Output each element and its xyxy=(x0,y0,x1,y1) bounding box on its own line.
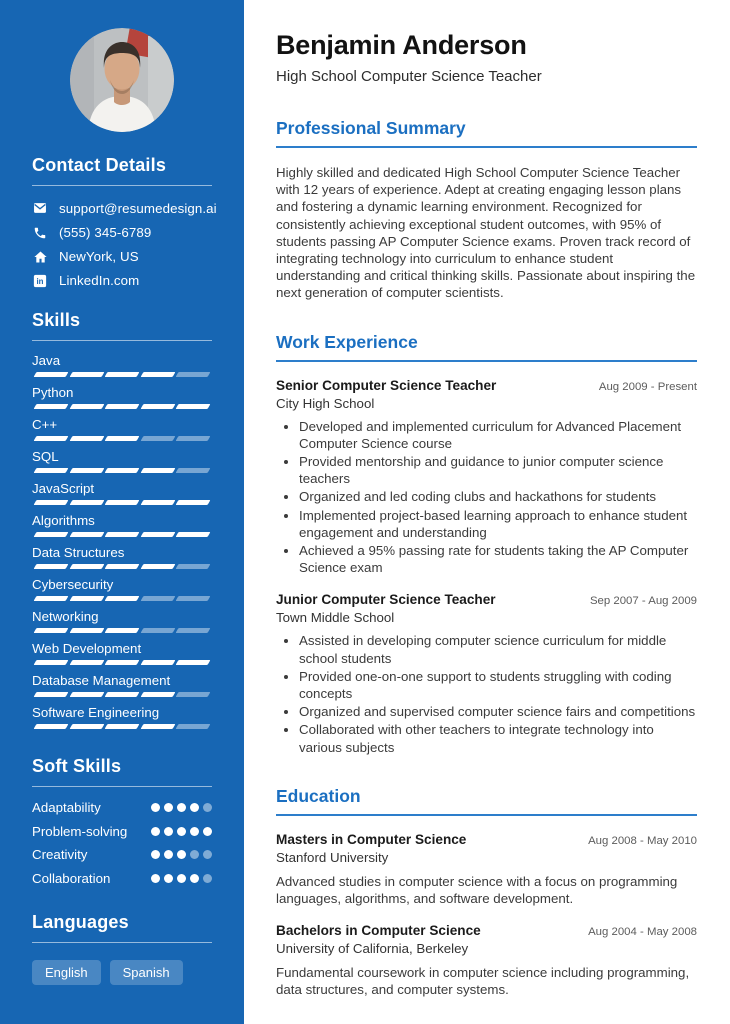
skill-level-segment xyxy=(69,404,103,409)
skill-level-segment xyxy=(176,404,210,409)
education-heading: Education xyxy=(276,786,697,816)
education-section xyxy=(276,786,697,999)
skill-level-segment xyxy=(34,724,68,729)
skill-level-segment xyxy=(69,564,103,569)
soft-skill-name: Problem-solving xyxy=(32,823,128,839)
soft-skill-item xyxy=(32,871,212,886)
skill-level-segment xyxy=(34,532,68,537)
summary-section xyxy=(276,118,697,302)
language-pill: Spanish xyxy=(110,960,183,985)
skill-level-segment xyxy=(176,532,210,537)
skill-level-segment xyxy=(140,564,174,569)
skill-level-segment xyxy=(105,436,139,441)
skill-name: Web Development xyxy=(32,641,142,656)
contact-item-text: NewYork, US xyxy=(59,249,139,264)
soft-skill-rating xyxy=(151,803,212,812)
job-bullet: • Organized and supervised computer science fairs and competitions xyxy=(299,703,697,720)
skill-level-segment xyxy=(69,436,103,441)
skill-level-segment xyxy=(34,404,68,409)
job-bullet: • Developed and implemented curriculum for Advanced Placement Computer Science course xyxy=(299,418,697,452)
job-header xyxy=(276,592,697,607)
skill-item xyxy=(32,577,212,601)
languages-section xyxy=(32,912,212,985)
skill-level-segment xyxy=(176,500,210,505)
main-content xyxy=(244,0,730,1024)
job-bullet: • Organized and led coding clubs and hackathons for students xyxy=(299,488,697,505)
rating-dot xyxy=(203,874,212,883)
skill-level-segment xyxy=(176,692,210,697)
skill-level-segment xyxy=(176,628,210,633)
skill-level-segment xyxy=(34,660,68,665)
skill-item xyxy=(32,353,212,377)
degree-title: Bachelors in Computer Science xyxy=(276,923,481,939)
rating-dot xyxy=(164,827,173,836)
education-description: Fundamental coursework in computer science including programming, data structures, and computer systems. xyxy=(276,965,690,998)
svg-text:in: in xyxy=(36,276,44,286)
profile-photo xyxy=(70,28,174,132)
skill-level-segment xyxy=(105,596,139,601)
skill-level-segment xyxy=(34,692,68,697)
skill-level-segment xyxy=(69,468,103,473)
skill-item xyxy=(32,385,212,409)
skill-level-segment xyxy=(105,372,139,377)
skill-item xyxy=(32,481,212,505)
soft-skill-rating xyxy=(151,827,212,836)
skill-level-segment xyxy=(105,724,139,729)
skill-level-segment xyxy=(34,372,68,377)
job-bullet: • Provided one-on-one support to students struggling with coding concepts xyxy=(299,668,697,702)
skill-level-segment xyxy=(140,724,174,729)
skill-level-bar xyxy=(32,660,212,665)
skill-level-segment xyxy=(176,724,210,729)
soft-skills-section xyxy=(32,756,212,886)
jobs-list xyxy=(276,378,697,756)
skill-level-segment xyxy=(69,532,103,537)
skill-name: Java xyxy=(32,353,61,368)
contact-item-text: LinkedIn.com xyxy=(59,273,140,288)
soft-skill-item xyxy=(32,847,212,862)
languages-heading: Languages xyxy=(32,912,212,943)
job-entry xyxy=(276,592,697,755)
contact-list xyxy=(32,201,217,288)
skill-name: Networking xyxy=(32,609,99,624)
language-pill: English xyxy=(32,960,101,985)
skill-name: C++ xyxy=(32,417,58,432)
skill-level-segment xyxy=(176,468,210,473)
rating-dot xyxy=(151,827,160,836)
skill-level-segment xyxy=(140,596,174,601)
skill-level-segment xyxy=(176,660,210,665)
contact-heading: Contact Details xyxy=(32,155,212,186)
skill-item xyxy=(32,609,212,633)
skill-level-segment xyxy=(176,564,210,569)
skill-level-segment xyxy=(105,628,139,633)
job-dates: Sep 2007 - Aug 2009 xyxy=(589,595,697,608)
skill-level-bar xyxy=(32,404,212,409)
skill-item xyxy=(32,705,212,729)
soft-skill-rating xyxy=(151,874,212,883)
job-header xyxy=(276,378,697,393)
rating-dot xyxy=(177,874,186,883)
profile-photo-illustration xyxy=(70,28,174,132)
skill-level-segment xyxy=(34,596,68,601)
skill-level-bar xyxy=(32,532,212,537)
rating-dot xyxy=(203,803,212,812)
skill-name: Python xyxy=(32,385,74,400)
job-bullet-list xyxy=(276,632,697,755)
skill-level-segment xyxy=(105,564,139,569)
degree-title: Masters in Computer Science xyxy=(276,831,467,847)
education-dates: Aug 2004 - May 2008 xyxy=(588,926,697,939)
job-bullet-list xyxy=(276,418,697,577)
rating-dot xyxy=(190,827,199,836)
summary-heading: Professional Summary xyxy=(276,118,697,148)
job-title: Senior Computer Science Teacher xyxy=(276,377,497,393)
email-icon xyxy=(32,202,48,215)
soft-skill-item xyxy=(32,800,212,815)
soft-skill-name: Creativity xyxy=(32,847,88,862)
job-company: City High School xyxy=(276,395,375,411)
skill-level-segment xyxy=(34,564,68,569)
skill-name: Data Structures xyxy=(32,545,125,560)
soft-skills-heading: Soft Skills xyxy=(32,756,212,787)
skill-level-bar xyxy=(32,692,212,697)
skill-level-segment xyxy=(140,468,174,473)
skill-level-segment xyxy=(176,372,210,377)
job-bullet: • Achieved a 95% passing rate for students taking the AP Computer Science exam xyxy=(299,542,697,576)
contact-item-text: (555) 345-6789 xyxy=(59,225,152,240)
soft-skill-rating xyxy=(151,850,212,859)
skill-level-segment xyxy=(34,500,68,505)
home-icon xyxy=(32,250,48,264)
skill-level-bar xyxy=(32,596,212,601)
skill-level-segment xyxy=(105,468,139,473)
skill-item xyxy=(32,417,212,441)
education-header xyxy=(276,923,697,938)
rating-dot xyxy=(190,803,199,812)
skill-level-segment xyxy=(34,436,68,441)
contact-item xyxy=(32,201,217,216)
contact-item-text: support@resumedesign.ai xyxy=(59,201,217,216)
job-dates: Aug 2009 - Present xyxy=(598,380,697,393)
soft-skill-name: Collaboration xyxy=(32,870,111,886)
contact-section xyxy=(32,155,217,288)
job-bullet: • Assisted in developing computer science curriculum for middle school students xyxy=(299,632,697,666)
rating-dot xyxy=(164,803,173,812)
school-name: Stanford University xyxy=(276,849,389,865)
skill-level-segment xyxy=(105,692,139,697)
rating-dot xyxy=(177,827,186,836)
job-bullet: • Provided mentorship and guidance to junior computer science teachers xyxy=(299,453,697,487)
job-title: Junior Computer Science Teacher xyxy=(276,592,496,608)
job-entry xyxy=(276,378,697,577)
soft-skill-name: Adaptability xyxy=(32,800,101,815)
skill-level-segment xyxy=(34,468,68,473)
skill-level-segment xyxy=(140,404,174,409)
rating-dot xyxy=(177,803,186,812)
school-name: University of California, Berkeley xyxy=(276,941,469,957)
education-entry xyxy=(276,923,697,998)
experience-section xyxy=(276,332,697,756)
skill-level-segment xyxy=(140,532,174,537)
job-company: Town Middle School xyxy=(276,610,395,626)
soft-skills-list xyxy=(32,800,212,886)
skill-name: SQL xyxy=(32,449,59,464)
skill-item xyxy=(32,513,212,537)
linkedin-icon xyxy=(32,274,48,288)
skill-item xyxy=(32,673,212,697)
skill-item xyxy=(32,545,212,569)
skill-level-bar xyxy=(32,372,212,377)
skills-heading: Skills xyxy=(32,310,212,341)
contact-item xyxy=(32,249,212,264)
skill-level-segment xyxy=(105,532,139,537)
job-bullet: • Implemented project-based learning approach to enhance student engagement and understanding xyxy=(299,507,697,541)
skill-level-segment xyxy=(140,628,174,633)
rating-dot xyxy=(203,850,212,859)
skill-level-segment xyxy=(69,372,103,377)
skill-level-segment xyxy=(69,596,103,601)
skill-level-segment xyxy=(140,692,174,697)
rating-dot xyxy=(203,827,212,836)
skill-level-segment xyxy=(176,596,210,601)
skills-section xyxy=(32,310,212,729)
skills-list xyxy=(32,353,212,729)
candidate-name: Benjamin Anderson xyxy=(276,30,527,60)
skill-level-bar xyxy=(32,468,212,473)
summary-text: Highly skilled and dedicated High School Computer Science Teacher with 12 years of experience. Adept at creating engaging lesson plans and fostering a dynamic learning environment. Recognized for consistently achieving exceptional student outcomes, with 95% of students passing AP Computer Science exams. Proven track record of integrating technology into curriculum to enhance student understanding and critical thinking skills. Passionate about inspiring the next generation of computer scientists. xyxy=(276,165,696,301)
skill-item xyxy=(32,449,212,473)
skill-level-segment xyxy=(69,628,103,633)
rating-dot xyxy=(164,874,173,883)
contact-item xyxy=(32,273,212,288)
rating-dot xyxy=(151,803,160,812)
skill-level-bar xyxy=(32,564,212,569)
skill-level-segment xyxy=(140,660,174,665)
education-header xyxy=(276,832,697,847)
skill-name: Software Engineering xyxy=(32,705,160,720)
skill-level-segment xyxy=(69,500,103,505)
skill-level-bar xyxy=(32,628,212,633)
skill-level-segment xyxy=(140,436,174,441)
rating-dot xyxy=(151,850,160,859)
rating-dot xyxy=(177,850,186,859)
skill-level-segment xyxy=(69,660,103,665)
skill-item xyxy=(32,641,212,665)
skill-name: Cybersecurity xyxy=(32,577,114,592)
skill-level-segment xyxy=(105,404,139,409)
rating-dot xyxy=(190,874,199,883)
rating-dot xyxy=(164,850,173,859)
skill-level-segment xyxy=(176,436,210,441)
sidebar xyxy=(0,0,244,1024)
education-list xyxy=(276,832,697,999)
skill-level-segment xyxy=(140,372,174,377)
education-dates: Aug 2008 - May 2010 xyxy=(588,834,697,847)
languages-list xyxy=(32,960,212,985)
skill-name: Database Management xyxy=(32,673,171,688)
skill-name: JavaScript xyxy=(32,481,95,496)
education-description: Advanced studies in computer science with a focus on programming languages, algorithms, and software development. xyxy=(276,873,678,907)
skill-level-segment xyxy=(69,692,103,697)
education-entry xyxy=(276,832,697,907)
skill-level-segment xyxy=(105,660,139,665)
rating-dot xyxy=(151,874,160,883)
skill-level-bar xyxy=(32,500,212,505)
skill-level-segment xyxy=(105,500,139,505)
contact-item xyxy=(32,225,212,240)
rating-dot xyxy=(190,850,199,859)
skill-level-segment xyxy=(34,628,68,633)
soft-skill-item xyxy=(32,824,212,839)
job-bullet: • Collaborated with other teachers to integrate technology into various subjects xyxy=(299,721,697,755)
skill-level-bar xyxy=(32,724,212,729)
candidate-title: High School Computer Science Teacher xyxy=(276,68,542,85)
experience-heading: Work Experience xyxy=(276,332,697,362)
skill-level-segment xyxy=(140,500,174,505)
skill-level-segment xyxy=(69,724,103,729)
skill-level-bar xyxy=(32,436,212,441)
phone-icon xyxy=(32,226,48,240)
skill-name: Algorithms xyxy=(32,513,95,528)
